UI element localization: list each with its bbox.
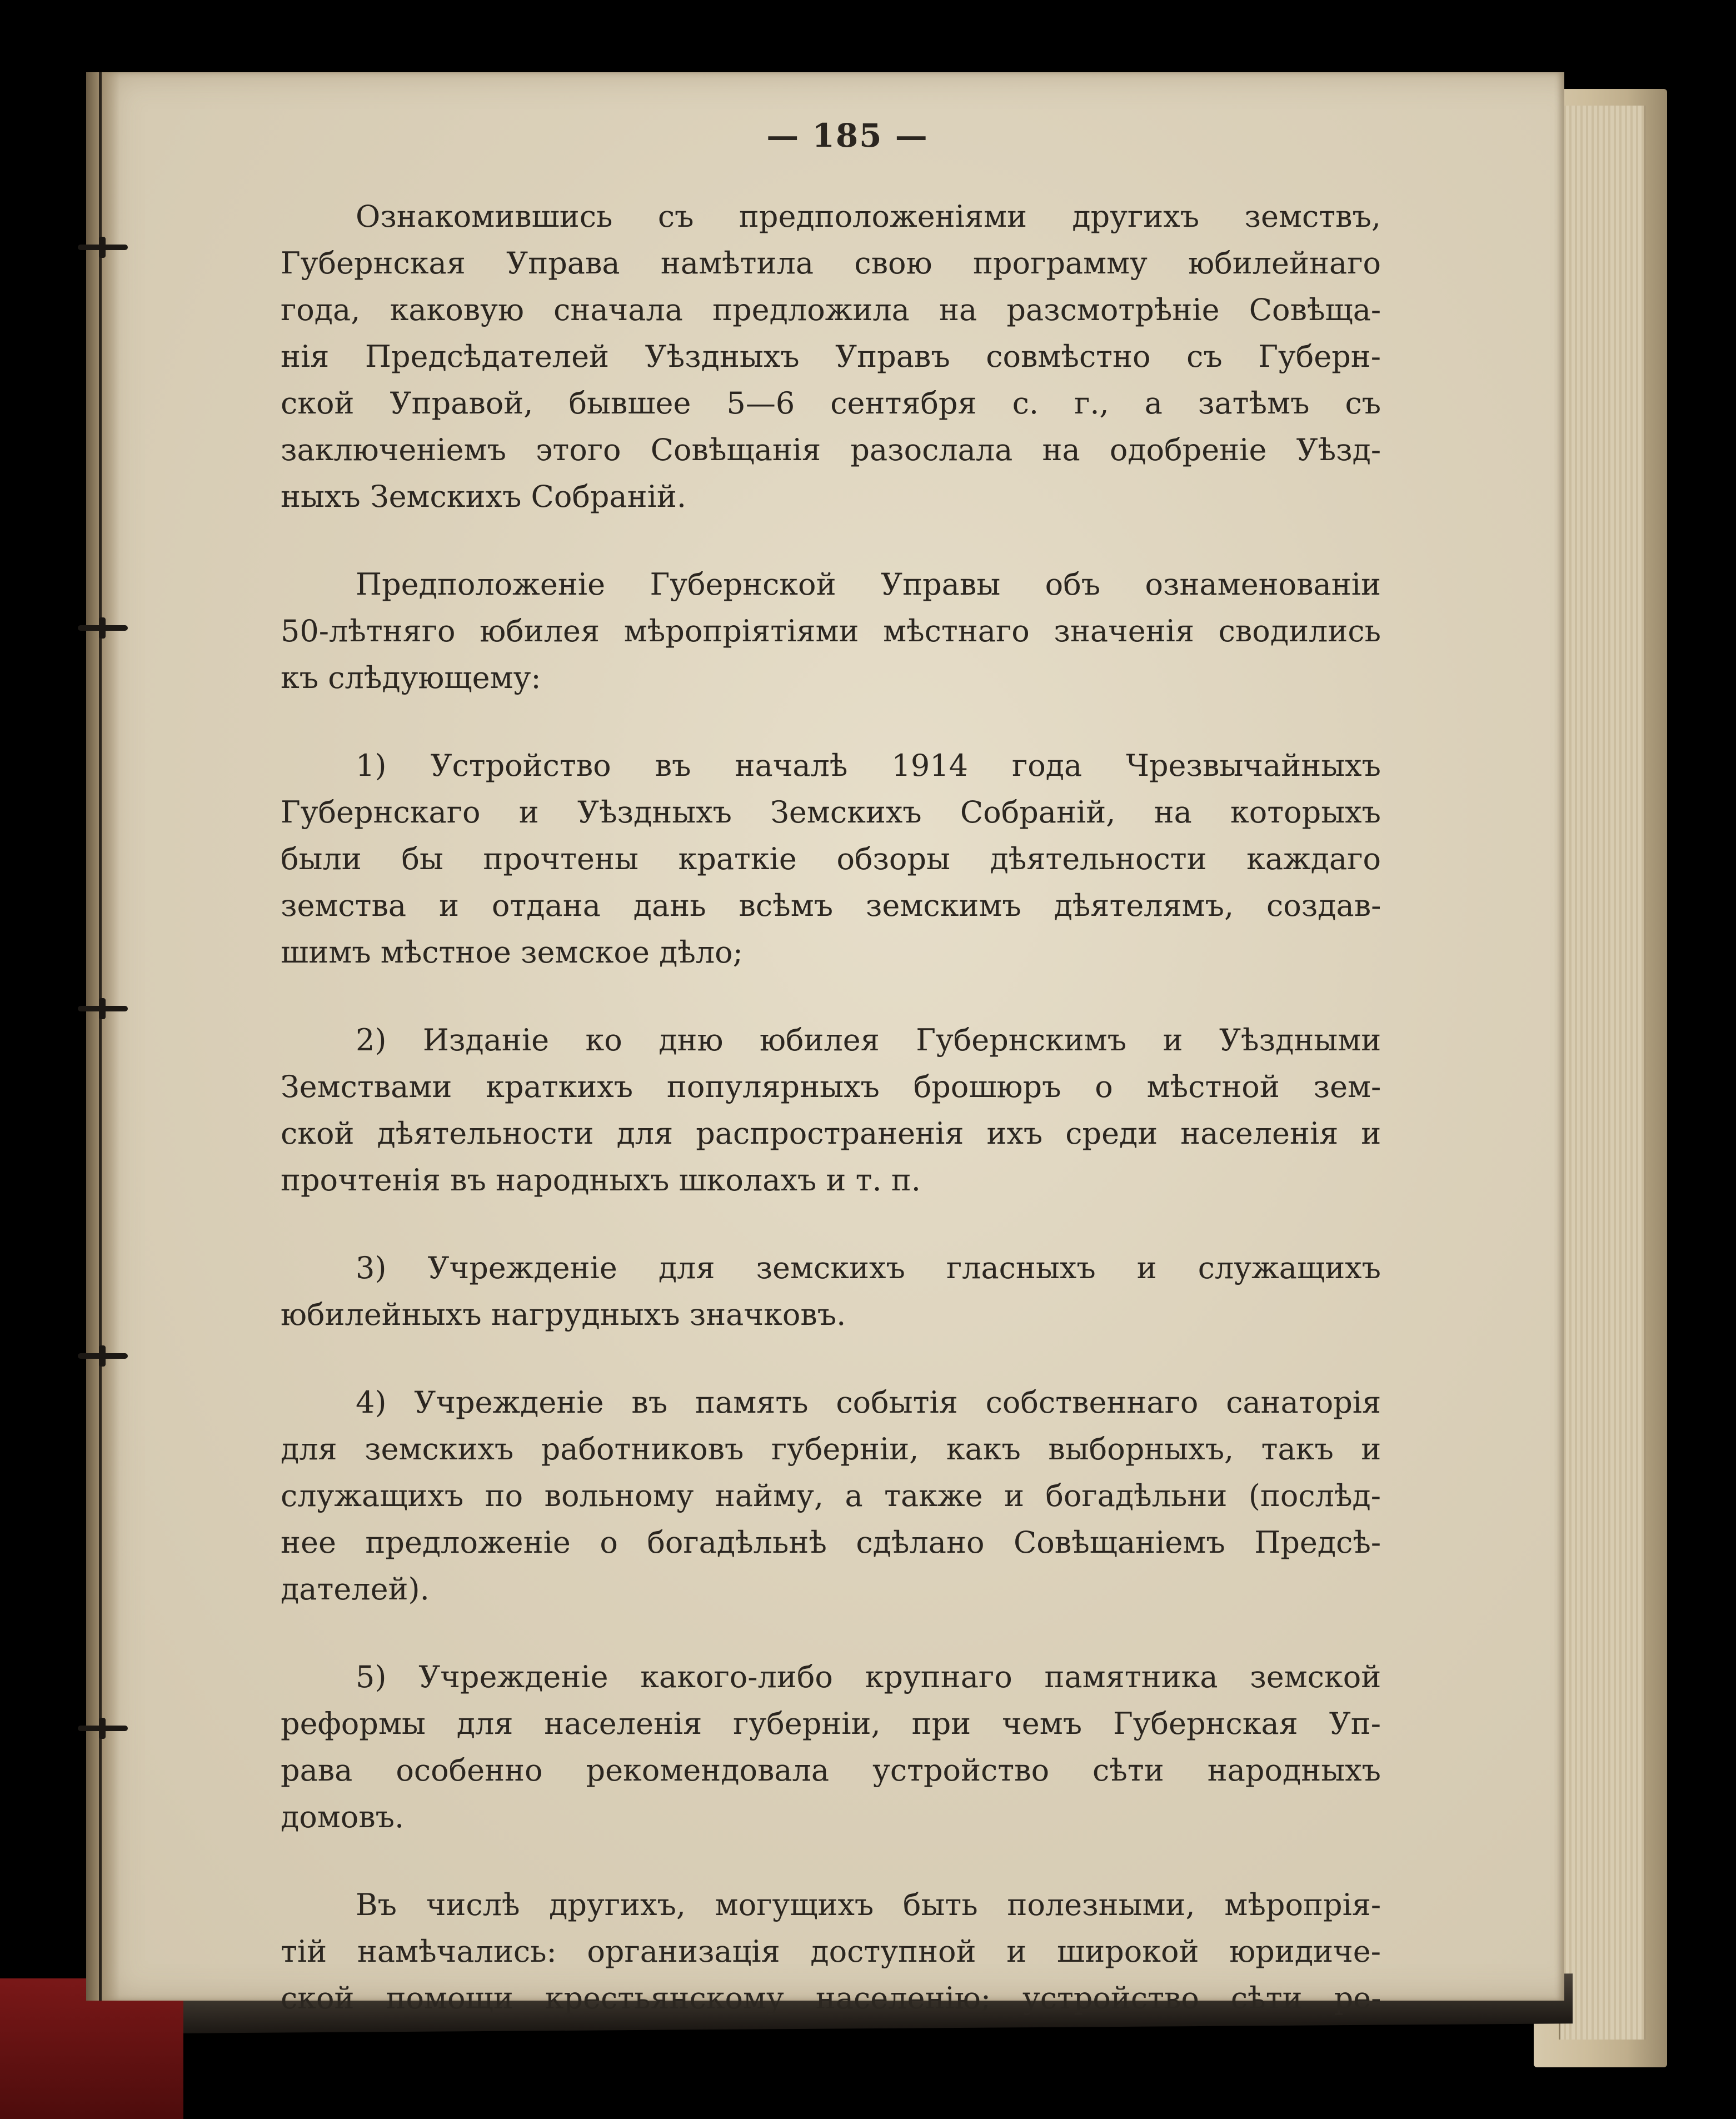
- paragraph: [281, 193, 1381, 520]
- text-line: 2) Изданіе ко дню юбилея Губернскимъ и Уѣздными: [356, 1023, 1381, 1058]
- paragraph: [281, 1245, 1381, 1338]
- text-line: Губернская Управа намѣтила свою программу юбилейнаго: [281, 246, 1381, 281]
- text-line: ской Управой, бывшее 5—6 сентября с. г., а затѣмъ съ: [281, 386, 1381, 421]
- text-line: были бы прочтены краткіе обзоры дѣятельности каждаго: [281, 841, 1381, 876]
- page-number: — 185 —: [766, 117, 929, 154]
- text-line: реформы для населенія губерніи, при чемъ Губернская Уп-: [281, 1706, 1381, 1741]
- text-line: ской помощи крестьянскому населенію; устройство сѣти ре-: [281, 1981, 1381, 2016]
- text-line: 4) Учрежденіе въ память событія собственнаго санаторія: [356, 1385, 1381, 1420]
- binding-stitch: [78, 1726, 128, 1731]
- page-text: [281, 117, 1381, 2043]
- text-line: къ слѣдующему:: [281, 660, 541, 695]
- text-line: Въ числѣ другихъ, могущихъ быть полезными, мѣропрія-: [356, 1887, 1381, 1922]
- paragraph: [281, 1882, 1381, 2022]
- text-line: ныхъ Земскихъ Собраній.: [281, 479, 687, 514]
- page-stack-edge: [1559, 106, 1646, 2040]
- binding-line: [99, 72, 102, 2001]
- text-line: года, каковую сначала предложила на разсмотрѣніе Совѣща-: [281, 292, 1381, 327]
- text-line: заключеніемъ этого Совѣщанія разослала на одобреніе Уѣзд-: [281, 432, 1381, 467]
- text-line: прочтенія въ народныхъ школахъ и т. п.: [281, 1163, 921, 1198]
- paragraph: [281, 1379, 1381, 1613]
- text-line: тій намѣчались: организація доступной и широкой юридиче-: [281, 1934, 1381, 1969]
- text-line: нее предложеніе о богадѣльнѣ сдѣлано Совѣщаніемъ Предсѣ-: [281, 1525, 1381, 1560]
- text-line: 3) Учрежденіе для земскихъ гласныхъ и служащихъ: [356, 1250, 1381, 1285]
- text-line: 50-лѣтняго юбилея мѣропріятіями мѣстнаго значенія сводились: [281, 614, 1381, 649]
- text-line: 5) Учрежденіе какого-либо крупнаго памятника земской: [356, 1659, 1381, 1694]
- binding-gutter: [86, 72, 119, 2001]
- text-line: нія Предсѣдателей Уѣздныхъ Управъ совмѣстно съ Губерн-: [281, 339, 1381, 374]
- paragraph: [281, 742, 1381, 976]
- text-line: Губернскаго и Уѣздныхъ Земскихъ Собраній, на которыхъ: [281, 795, 1381, 830]
- text-line: Земствами краткихъ популярныхъ брошюръ о мѣстной зем-: [281, 1069, 1381, 1104]
- text-line: ской дѣятельности для распространенія ихъ среди населенія и: [281, 1116, 1381, 1151]
- text-line: Ознакомившись съ предположеніями другихъ земствъ,: [356, 199, 1381, 234]
- paragraph: [281, 561, 1381, 701]
- text-line: Предположеніе Губернской Управы объ ознаменованіи: [356, 567, 1381, 602]
- text-line: домовъ.: [281, 1799, 405, 1834]
- text-line: юбилейныхъ нагрудныхъ значковъ.: [281, 1297, 846, 1332]
- paragraph: [281, 1017, 1381, 1204]
- text-line: рава особенно рекомендовала устройство сѣти народныхъ: [281, 1753, 1381, 1788]
- text-line: земства и отдана дань всѣмъ земскимъ дѣятелямъ, создав-: [281, 888, 1381, 923]
- text-line: 1) Устройство въ началѣ 1914 года Чрезвычайныхъ: [356, 748, 1381, 783]
- binding-stitch: [78, 1353, 128, 1359]
- paragraph: [281, 1654, 1381, 1841]
- binding-stitch: [78, 625, 128, 631]
- text-line: шимъ мѣстное земское дѣло;: [281, 935, 743, 970]
- binding-stitch: [78, 245, 128, 250]
- text-line: дателей).: [281, 1572, 430, 1607]
- text-line: для земскихъ работниковъ губерніи, какъ выборныхъ, такъ и: [281, 1432, 1381, 1467]
- text-line: служащихъ по вольному найму, а также и богадѣльни (послѣд-: [281, 1478, 1381, 1513]
- binding-stitch: [78, 1006, 128, 1011]
